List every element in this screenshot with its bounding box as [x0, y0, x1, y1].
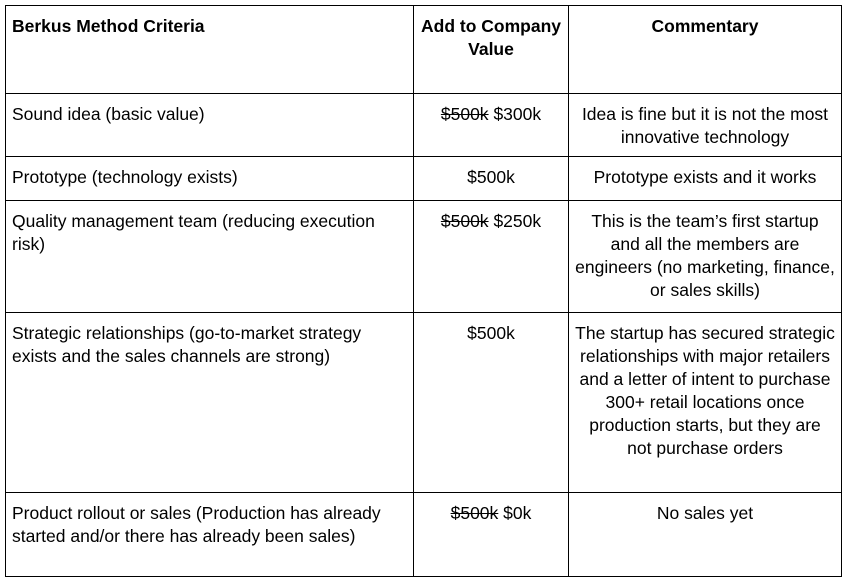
criteria-cell: Prototype (technology exists) [6, 157, 414, 201]
table-header-row [6, 6, 842, 94]
table-row [6, 157, 842, 201]
commentary-cell: Prototype exists and it works [569, 157, 842, 201]
header-commentary: Commentary [569, 6, 842, 94]
current-value: $500k [467, 323, 515, 343]
struck-value: $500k [440, 104, 489, 124]
table-row [6, 94, 842, 157]
table-row [6, 493, 842, 577]
berkus-table [5, 5, 842, 577]
value-cell [414, 157, 569, 201]
criteria-cell: Product rollout or sales (Production has already started and/or there has already been sales) [6, 493, 414, 577]
commentary-cell: This is the team’s first startup and all the members are engineers (no marketing, finance, or sales skills) [569, 201, 842, 313]
table-row [6, 313, 842, 493]
current-value: $300k [493, 104, 542, 124]
criteria-cell: Sound idea (basic value) [6, 94, 414, 157]
value-cell [414, 201, 569, 313]
criteria-cell: Strategic relationships (go-to-market strategy exists and the sales channels are strong) [6, 313, 414, 493]
current-value: $500k [467, 167, 515, 187]
header-criteria: Berkus Method Criteria [6, 6, 414, 94]
current-value: $250k [493, 211, 542, 231]
value-cell [414, 493, 569, 577]
commentary-cell: No sales yet [569, 493, 842, 577]
current-value: $0k [503, 503, 532, 523]
table-row [6, 201, 842, 313]
commentary-cell: Idea is fine but it is not the most innovative technology [569, 94, 842, 157]
header-add-value: Add to Company Value [414, 6, 569, 94]
value-cell [414, 313, 569, 493]
commentary-cell: The startup has secured strategic relationships with major retailers and a letter of intent to purchase 300+ retail locations once production starts, but they are not purchase orders [569, 313, 842, 493]
criteria-cell: Quality management team (reducing execution risk) [6, 201, 414, 313]
struck-value: $500k [450, 503, 499, 523]
struck-value: $500k [440, 211, 489, 231]
value-cell [414, 94, 569, 157]
